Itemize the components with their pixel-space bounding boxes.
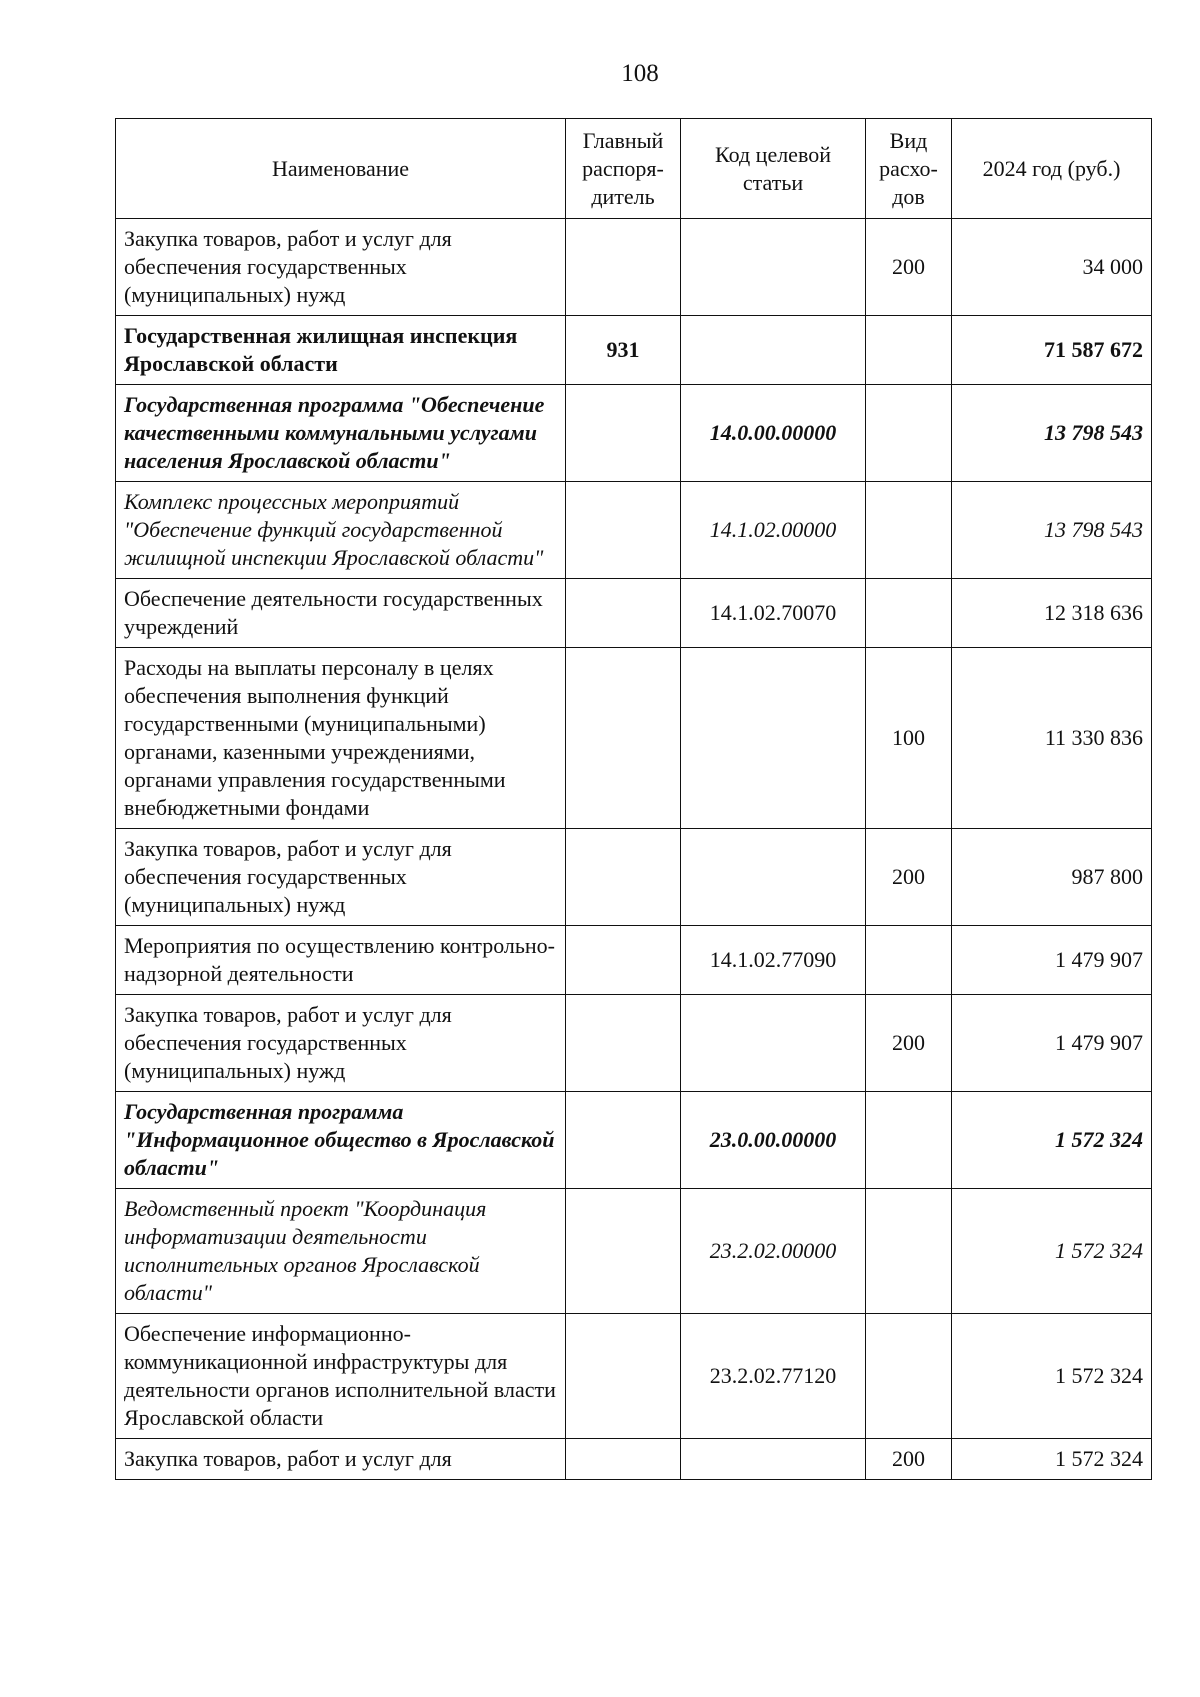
- header-main-manager: Главный распоря-дитель: [566, 119, 681, 219]
- cell-target-code: 23.2.02.77120: [681, 1314, 866, 1439]
- cell-target-code: [681, 829, 866, 926]
- table-body: [116, 219, 1152, 1480]
- cell-main-manager: [566, 926, 681, 995]
- cell-main-manager: [566, 1314, 681, 1439]
- cell-target-code: [681, 648, 866, 829]
- cell-target-code: 14.1.02.70070: [681, 579, 866, 648]
- cell-main-manager: [566, 482, 681, 579]
- cell-main-manager: [566, 579, 681, 648]
- cell-expense-type: 100: [866, 648, 952, 829]
- table-row: [116, 648, 1152, 829]
- table-row: [116, 579, 1152, 648]
- cell-expense-type: 200: [866, 829, 952, 926]
- table-row: [116, 482, 1152, 579]
- cell-amount: 12 318 636: [952, 579, 1152, 648]
- cell-name: Закупка товаров, работ и услуг для обеспечения государственных (муниципальных) нужд: [116, 995, 566, 1092]
- cell-expense-type: [866, 316, 952, 385]
- cell-expense-type: [866, 482, 952, 579]
- cell-name: Обеспечение информационно-коммуникационной инфраструктуры для деятельности органов исполнительной власти Ярославской области: [116, 1314, 566, 1439]
- cell-main-manager: [566, 648, 681, 829]
- cell-main-manager: [566, 1189, 681, 1314]
- cell-name: Расходы на выплаты персоналу в целях обеспечения выполнения функций государственными (муниципальными) органами, казенными учреждениями, органами управления государственными внебюджетными фондами: [116, 648, 566, 829]
- cell-expense-type: [866, 926, 952, 995]
- cell-target-code: [681, 219, 866, 316]
- cell-target-code: 14.1.02.00000: [681, 482, 866, 579]
- cell-name: Закупка товаров, работ и услуг для обеспечения государственных (муниципальных) нужд: [116, 219, 566, 316]
- page-number: 108: [621, 60, 659, 87]
- table-row: [116, 219, 1152, 316]
- table-row: [116, 385, 1152, 482]
- cell-main-manager: [566, 1092, 681, 1189]
- table-row: [116, 316, 1152, 385]
- cell-expense-type: [866, 579, 952, 648]
- cell-target-code: [681, 995, 866, 1092]
- cell-name: Государственная программа "Обеспечение качественными коммунальными услугами населения Ярославской области": [116, 385, 566, 482]
- cell-name: Закупка товаров, работ и услуг для: [116, 1439, 566, 1480]
- cell-target-code: 14.1.02.77090: [681, 926, 866, 995]
- cell-amount: 987 800: [952, 829, 1152, 926]
- cell-expense-type: 200: [866, 219, 952, 316]
- cell-main-manager: [566, 829, 681, 926]
- cell-name: Комплекс процессных мероприятий "Обеспечение функций государственной жилищной инспекции Ярославской области": [116, 482, 566, 579]
- cell-main-manager: [566, 385, 681, 482]
- cell-target-code: 23.0.00.00000: [681, 1092, 866, 1189]
- cell-expense-type: 200: [866, 1439, 952, 1480]
- cell-main-manager: [566, 1439, 681, 1480]
- header-name: Наименование: [116, 119, 566, 219]
- cell-expense-type: 200: [866, 995, 952, 1092]
- cell-main-manager: 931: [566, 316, 681, 385]
- cell-amount: 1 479 907: [952, 926, 1152, 995]
- cell-main-manager: [566, 995, 681, 1092]
- cell-name: Государственная жилищная инспекция Ярославской области: [116, 316, 566, 385]
- cell-expense-type: [866, 385, 952, 482]
- cell-amount: 1 572 324: [952, 1439, 1152, 1480]
- table-row: [116, 1314, 1152, 1439]
- cell-amount: 34 000: [952, 219, 1152, 316]
- cell-name: Закупка товаров, работ и услуг для обеспечения государственных (муниципальных) нужд: [116, 829, 566, 926]
- cell-amount: 1 572 324: [952, 1314, 1152, 1439]
- cell-name: Мероприятия по осуществлению контрольно-надзорной деятельности: [116, 926, 566, 995]
- header-expense-type: Вид расхо-дов: [866, 119, 952, 219]
- budget-table: [115, 118, 1152, 1480]
- cell-name: Ведомственный проект "Координация информатизации деятельности исполнительных органов Ярославской области": [116, 1189, 566, 1314]
- cell-target-code: [681, 1439, 866, 1480]
- cell-amount: 13 798 543: [952, 385, 1152, 482]
- cell-target-code: 23.2.02.00000: [681, 1189, 866, 1314]
- header-amount-2024: 2024 год (руб.): [952, 119, 1152, 219]
- cell-target-code: 14.0.00.00000: [681, 385, 866, 482]
- table-row: [116, 829, 1152, 926]
- cell-expense-type: [866, 1092, 952, 1189]
- table-row: [116, 926, 1152, 995]
- cell-amount: 71 587 672: [952, 316, 1152, 385]
- cell-amount: 13 798 543: [952, 482, 1152, 579]
- header-target-code: Код целевой статьи: [681, 119, 866, 219]
- table-row: [116, 1092, 1152, 1189]
- cell-target-code: [681, 316, 866, 385]
- cell-main-manager: [566, 219, 681, 316]
- cell-name: Обеспечение деятельности государственных учреждений: [116, 579, 566, 648]
- cell-amount: 11 330 836: [952, 648, 1152, 829]
- table-header-row: [116, 119, 1152, 219]
- cell-name: Государственная программа "Информационное общество в Ярославской области": [116, 1092, 566, 1189]
- table-row: [116, 995, 1152, 1092]
- table-row: [116, 1189, 1152, 1314]
- cell-amount: 1 572 324: [952, 1189, 1152, 1314]
- cell-expense-type: [866, 1189, 952, 1314]
- cell-amount: 1 572 324: [952, 1092, 1152, 1189]
- table-row: [116, 1439, 1152, 1480]
- cell-expense-type: [866, 1314, 952, 1439]
- cell-amount: 1 479 907: [952, 995, 1152, 1092]
